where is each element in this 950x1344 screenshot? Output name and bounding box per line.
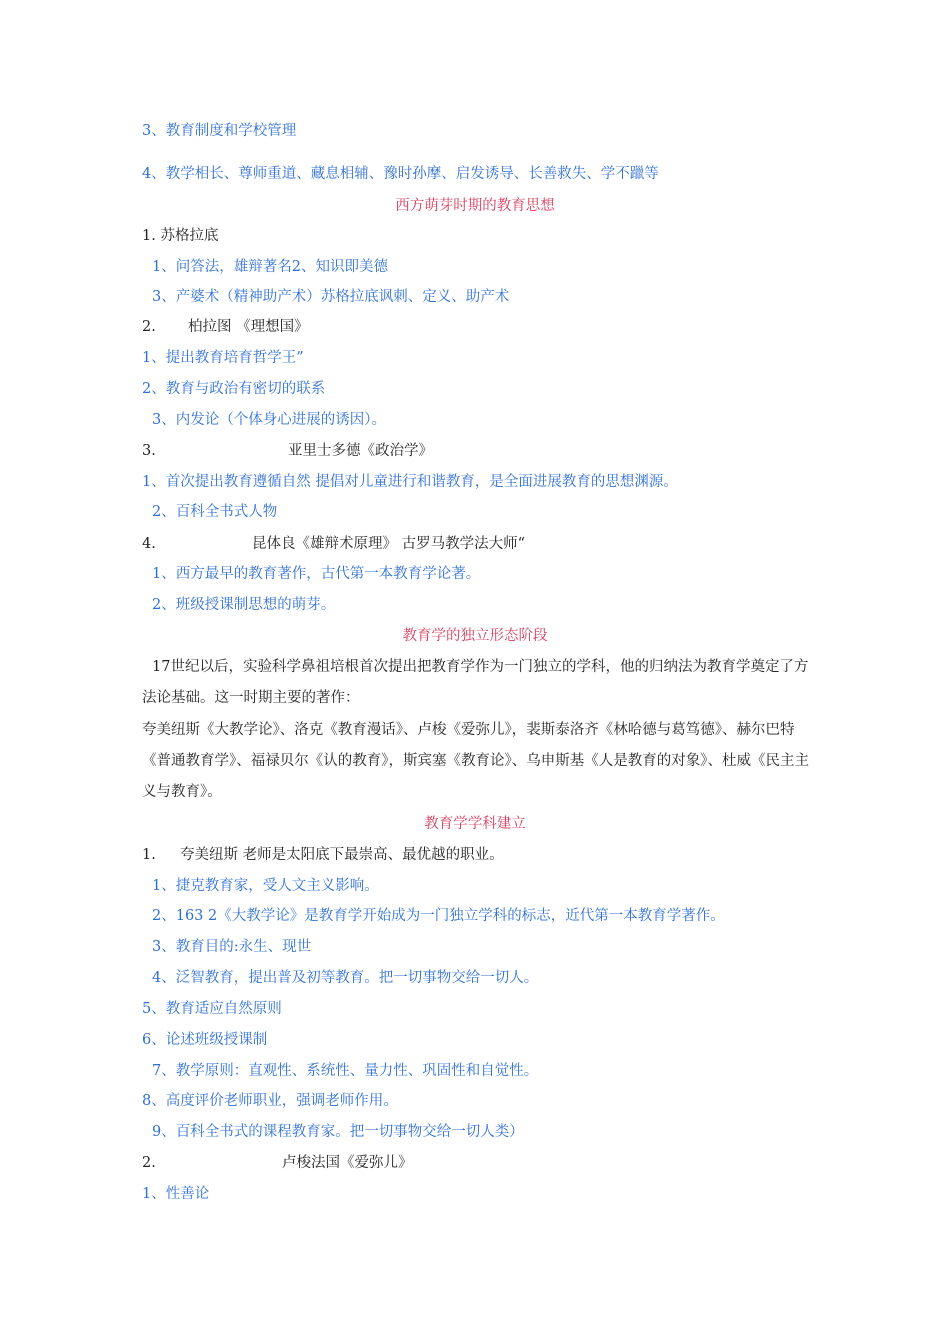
person-number: 3. (142, 443, 156, 459)
person-name: 柏拉图 《理想国》 (188, 319, 309, 335)
list-item: 1、首次提出教育遵循自然 提倡对儿童进行和谐教育，是全面进展教育的思想渊源。 (142, 474, 678, 490)
person-quintilian (142, 534, 822, 554)
person-socrates (142, 226, 822, 246)
list-item: 9、百科全书式的课程教育家。把一切事物交给一切人类） (152, 1124, 524, 1140)
list-item: 1、捷克教育家，受人文主义影响。 (152, 878, 379, 894)
list-item: 5、教育适应自然原则 (142, 1001, 282, 1017)
list-item: 2、班级授课制思想的萌芽。 (152, 597, 336, 613)
section-heading-independent-stage: 教育学的独立形态阶段 (402, 628, 548, 644)
person-aristotle (142, 441, 822, 461)
person-name: 夸美纽斯 老师是太阳底下最崇高、最优越的职业。 (180, 847, 504, 863)
list-item: 3、教育目的:永生、现世 (152, 939, 312, 955)
list-item: 1、问答法，雄辩著名2、知识即美德 (152, 259, 388, 275)
person-name: 亚里士多德《政治学》 (288, 443, 433, 459)
section-heading-west-sprout: 西方萌芽时期的教育思想 (395, 198, 555, 214)
person-name: 苏格拉底 (160, 228, 219, 244)
paragraph-intro: 17世纪以后，实验科学鼻祖培根首次提出把教育学作为一门独立的学科，他的归纳法为教育学奠定了方法论基础。这一时期主要的著作： (142, 659, 809, 706)
person-plato (142, 317, 822, 337)
top-item-4: 4、教学相长、尊师重道、藏息相辅、豫时孙摩、启发诱导、长善救失、学不躐等 (142, 166, 659, 182)
person-number: 2. (142, 1155, 156, 1171)
list-item: 8、高度评价老师职业，强调老师作用。 (142, 1093, 398, 1109)
person-rousseau (142, 1153, 822, 1173)
list-item: 6、论述班级授课制 (142, 1032, 268, 1048)
person-name: 昆体良《雄辩术原理》 古罗马教学法大师“ (252, 536, 526, 552)
paragraph-works: 夸美纽斯《大教学论》、洛克《教育漫话》、卢梭《爱弥儿》，裴斯泰洛齐《林哈德与葛笃德》、赫尔巴特《普通教育学》、福禄贝尔《认的教育》，斯宾塞《教育论》、乌申斯基《人是教育的对象》、杜威《民主主义与教育》。 (142, 722, 809, 800)
list-item: 2、163 2《大教学论》是教育学开始成为一门独立学科的标志，近代第一本教育学著作。 (152, 908, 725, 924)
list-item: 7、教学原则：直观性、系统性、量力性、巩固性和自觉性。 (152, 1063, 539, 1079)
list-item: 2、教育与政治有密切的联系 (142, 381, 326, 397)
person-comenius (142, 845, 822, 865)
person-number: 2. (142, 319, 156, 335)
list-item: 1、西方最早的教育著作，古代第一本教育学论著。 (152, 566, 481, 582)
list-item: 4、泛智教育，提出普及初等教育。把一切事物交给一切人。 (152, 970, 539, 986)
person-name: 卢梭法国《爱弥儿》 (282, 1155, 413, 1171)
list-item: 2、百科全书式人物 (152, 504, 278, 520)
section-heading-discipline-founding: 教育学学科建立 (424, 816, 526, 832)
person-number: 1. (142, 847, 156, 863)
person-number: 4. (142, 536, 156, 552)
list-item: 1、提出教育培育哲学王” (142, 350, 304, 366)
list-item: 3、内发论（个体身心进展的诱因）。 (152, 412, 386, 428)
top-item-3: 3、教育制度和学校管理 (142, 123, 297, 139)
person-number: 1. (142, 228, 156, 244)
list-item: 3、产婆术（精神助产术）苏格拉底讽刺、定义、助产术 (152, 289, 510, 305)
list-item: 1、性善论 (142, 1186, 210, 1202)
